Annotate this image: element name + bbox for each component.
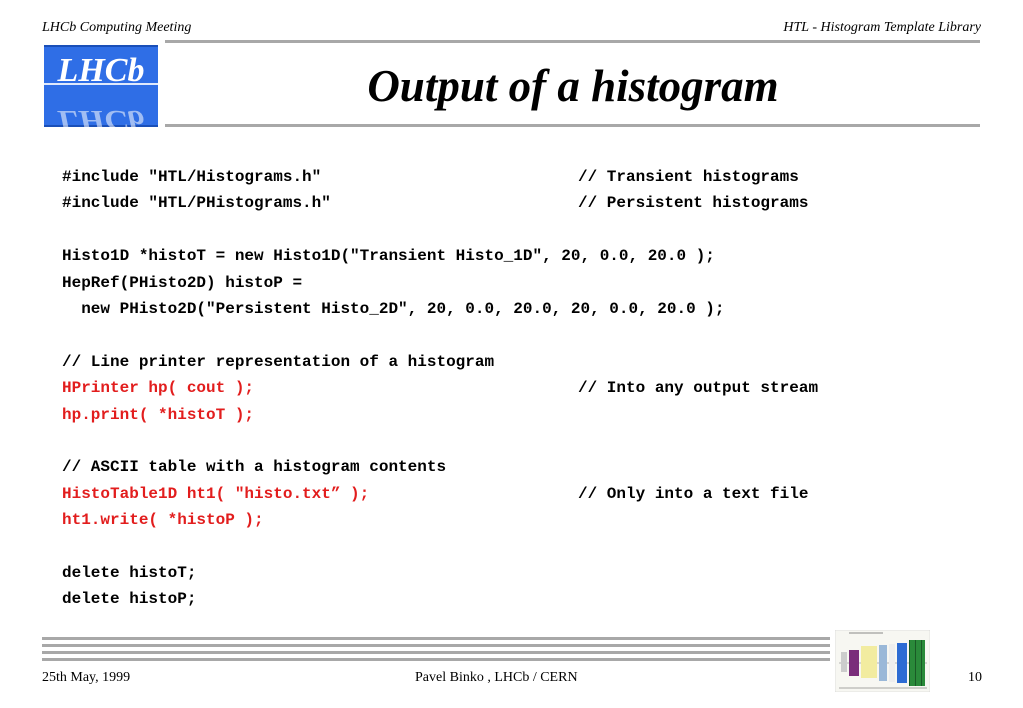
code-comment: // Transient histograms: [578, 168, 799, 186]
slide-title: Output of a histogram: [367, 61, 779, 111]
footer-rule: [42, 651, 830, 654]
footer-rule: [42, 637, 830, 640]
code-line: [62, 270, 962, 296]
code-line: [62, 560, 962, 586]
code-line: [62, 217, 962, 243]
code-line: [62, 322, 962, 348]
code-text: #include "HTL/PHistograms.h": [62, 194, 331, 213]
svg-text:LHCb: LHCb: [57, 52, 145, 89]
title-rule: [165, 124, 980, 127]
code-line: [62, 454, 962, 480]
svg-text:LHCb: LHCb: [57, 104, 145, 127]
code-text: HepRef(PHisto2D) histoP =: [62, 273, 303, 292]
code-text: delete histoP;: [62, 590, 197, 609]
code-comment: // Persistent histograms: [578, 194, 809, 213]
code-text: HPrinter hp( cout );: [62, 379, 255, 398]
code-line: [62, 507, 962, 533]
code-line: [62, 164, 962, 190]
code-line: [62, 533, 962, 559]
page-number: 10: [968, 670, 982, 685]
code-line: [62, 428, 962, 454]
footer-rule: [42, 658, 830, 661]
header-library: HTL - Histogram Template Library: [783, 20, 981, 35]
detector-diagram-icon: [835, 630, 930, 692]
code-line: [62, 481, 962, 507]
code-comment: // Into any output stream: [578, 379, 819, 398]
header-meeting: LHCb Computing Meeting: [42, 20, 192, 35]
code-text: #include "HTL/Histograms.h": [62, 168, 322, 186]
code-text: new PHisto2D("Persistent Histo_2D", 20, 0.0, 20.0, 20, 0.0, 20.0 );: [62, 299, 725, 318]
lhcb-logo: [44, 45, 158, 127]
code-text: // ASCII table with a histogram contents: [62, 458, 447, 477]
code-line: [62, 243, 962, 269]
code-comment: // Only into a text file: [578, 484, 809, 503]
code-text: Histo1D *histoT = new Histo1D("Transient Histo_1D", 20, 0.0, 20.0 );: [62, 247, 715, 266]
code-text: delete histoT;: [62, 563, 197, 582]
code-line: [62, 190, 962, 216]
code-block: [62, 164, 962, 613]
footer-date: 25th May, 1999: [42, 670, 131, 685]
code-text: HistoTable1D ht1( "histo.txt” );: [62, 484, 370, 503]
footer-rule: [42, 644, 830, 647]
code-line: [62, 402, 962, 428]
code-line: [62, 586, 962, 612]
code-line: [62, 296, 962, 322]
code-line: [62, 349, 962, 375]
code-text: // Line printer representation of a histogram: [62, 352, 495, 371]
code-text: hp.print( *histoT );: [62, 405, 255, 424]
code-line: [62, 375, 962, 401]
footer-author: Pavel Binko , LHCb / CERN: [415, 670, 578, 685]
title-rule: [165, 40, 980, 43]
code-text: ht1.write( *histoP );: [62, 511, 264, 530]
